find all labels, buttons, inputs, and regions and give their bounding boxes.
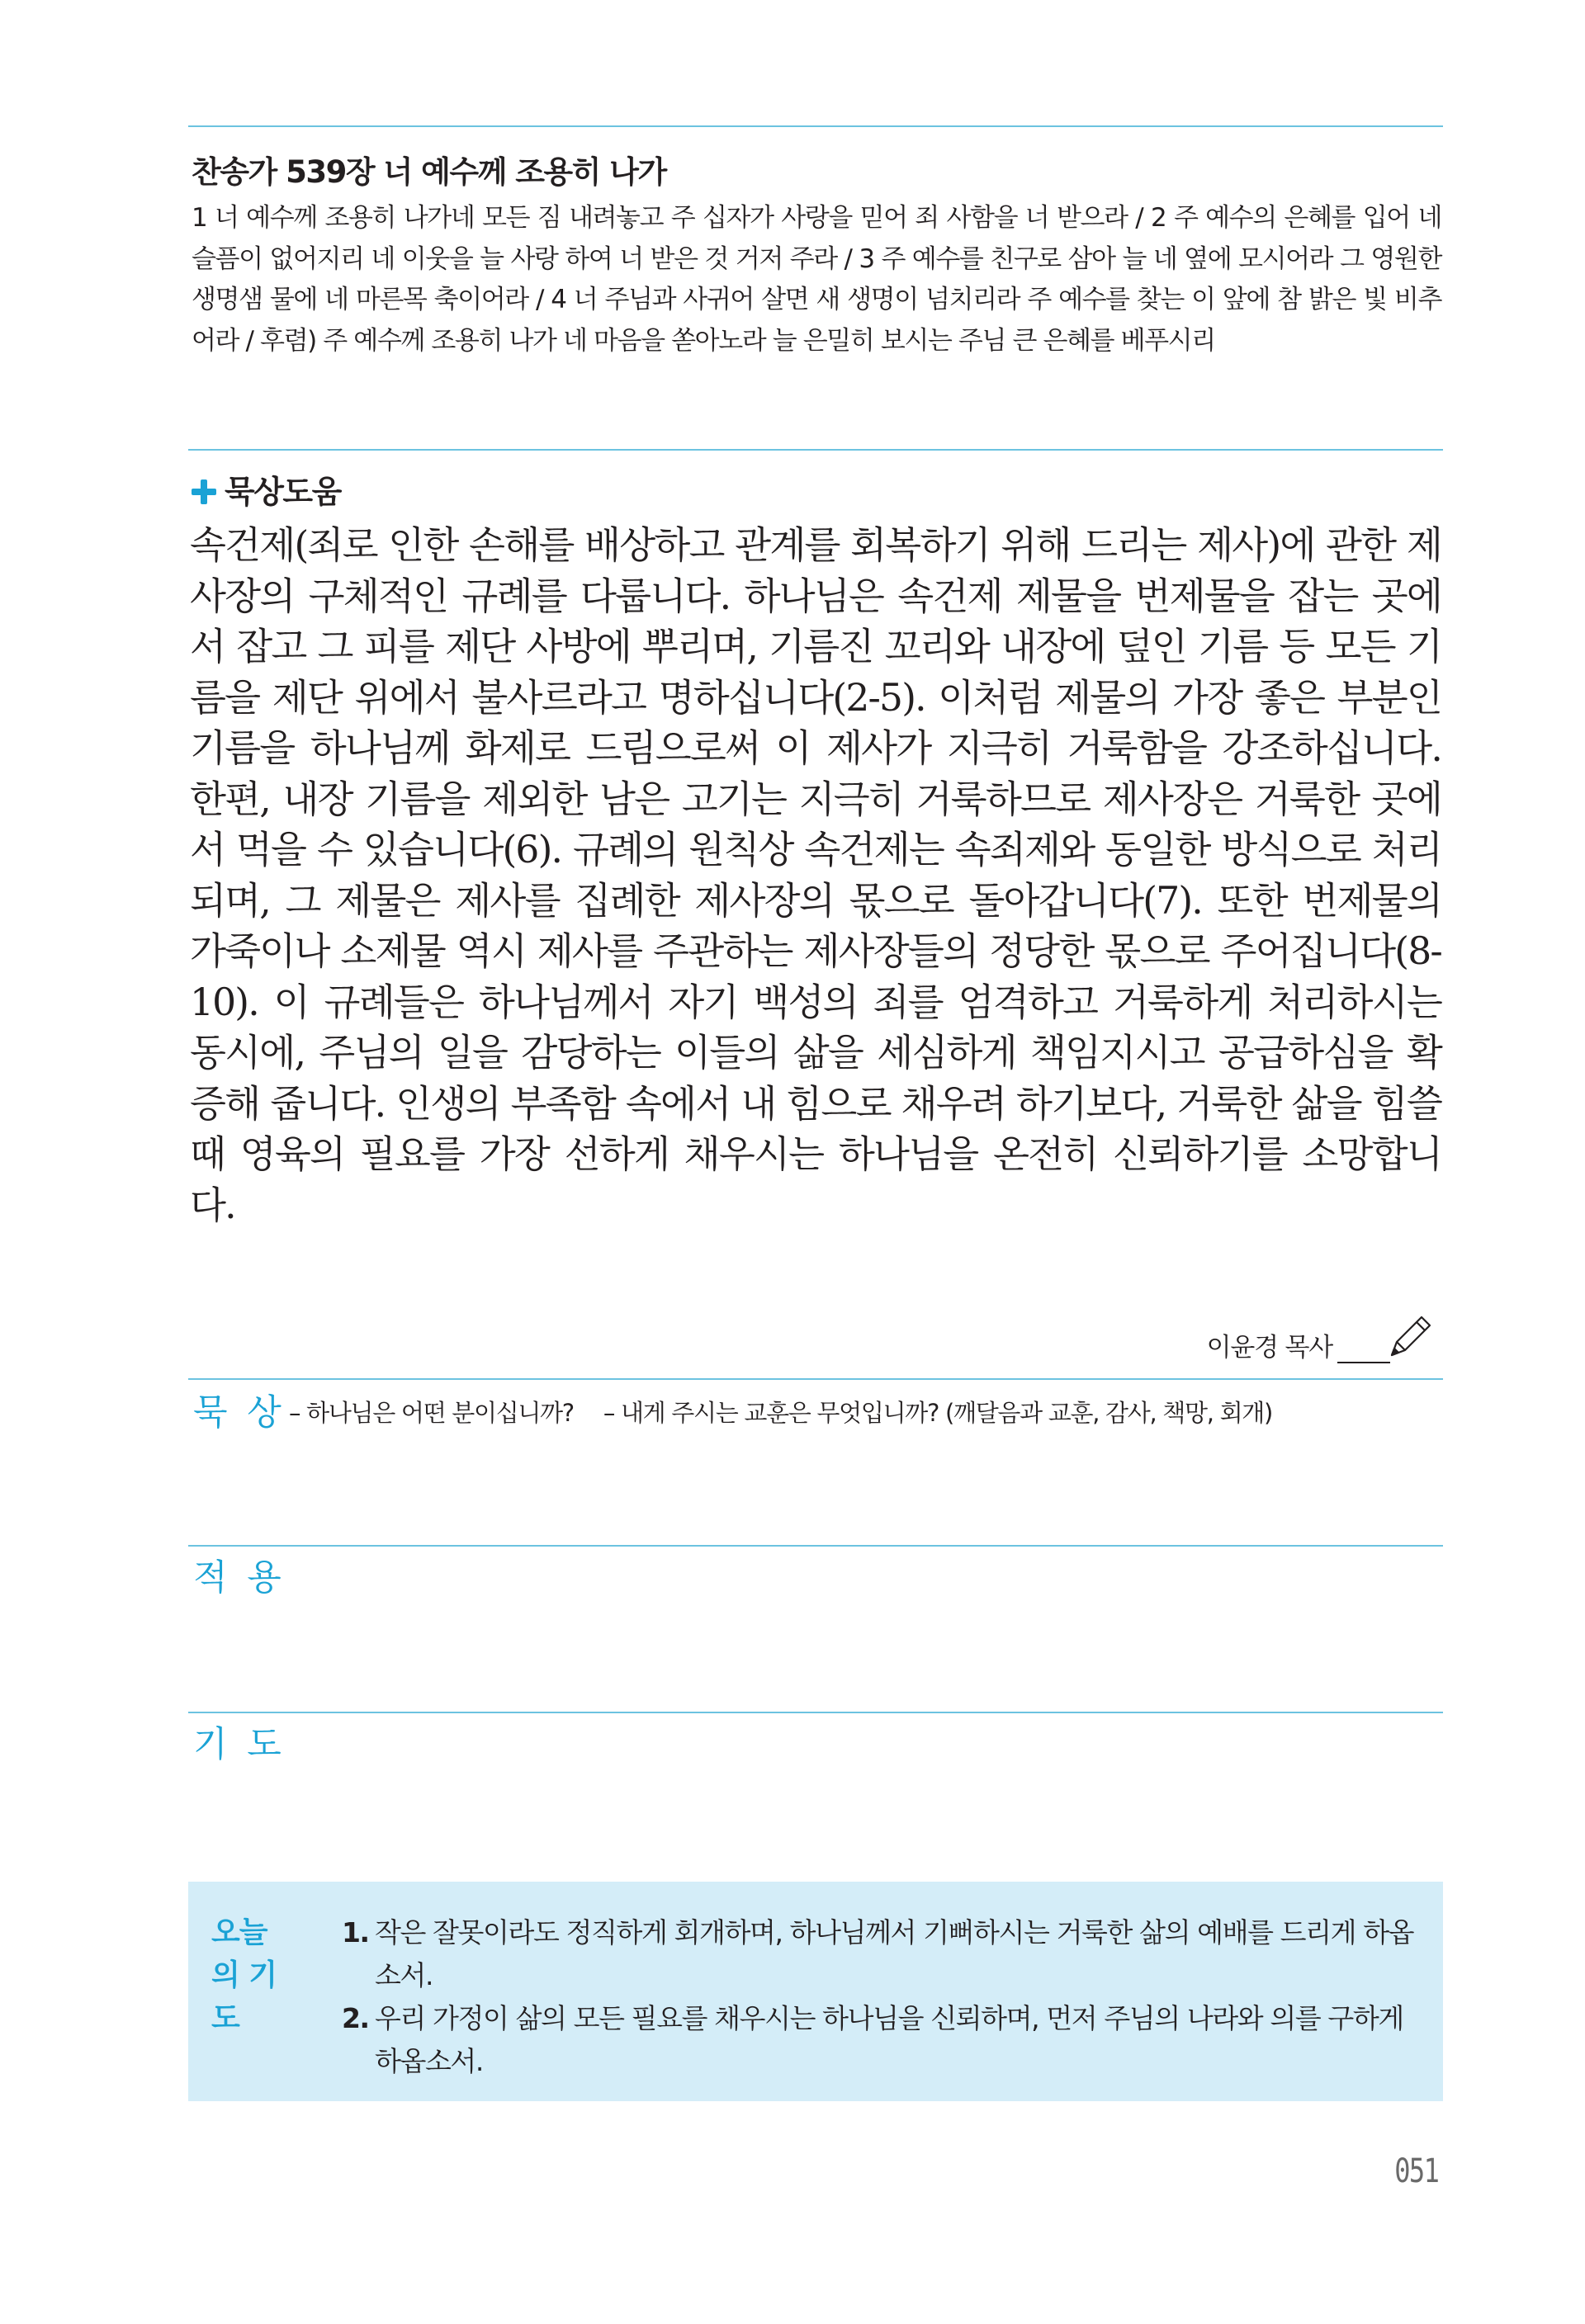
plus-icon — [192, 479, 216, 504]
apply-rule — [188, 1545, 1443, 1547]
hymn-bottom-rule — [188, 449, 1443, 451]
hymn-section — [192, 149, 1441, 361]
meditation-help-heading — [192, 469, 341, 515]
todays-prayer-box — [188, 1882, 1443, 2101]
pray-label: 기 도 — [193, 1724, 286, 1765]
author-signature — [1207, 1311, 1436, 1363]
todays-prayer-list — [342, 1911, 1420, 2083]
top-rule — [188, 125, 1443, 127]
meditate-questions — [289, 1395, 1295, 1429]
meditate-label: 묵 상 — [193, 1392, 286, 1434]
prayer-item-number: 1. — [342, 1916, 369, 1948]
page-number: 051 — [1394, 2152, 1438, 2190]
author-name: 이윤경 목사 — [1206, 1333, 1332, 1363]
pray-rule — [188, 1712, 1443, 1713]
signature-line — [1337, 1337, 1390, 1363]
prayer-item-text: 작은 잘못이라도 정직하게 회개하며, 하나님께서 기뻐하시는 거룩한 삶의 예배를 드리게 하옵소서. — [375, 1916, 1414, 1991]
apply-label: 적 용 — [193, 1557, 286, 1599]
todays-prayer-label: 오늘의 기도 — [211, 1915, 277, 2035]
prayer-item-text: 우리 가정이 삶의 모든 필요를 채우시는 하나님을 신뢰하며, 먼저 주님의 나라와 의를 구하게 하옵소서. — [375, 2002, 1403, 2077]
pencil-icon — [1384, 1311, 1436, 1363]
meditate-rule — [188, 1378, 1443, 1380]
meditation-help-title: 묵상도움 — [225, 474, 341, 510]
meditation-help-body: 속건제(죄로 인한 손해를 배상하고 관계를 회복하기 위해 드리는 제사)에 관한 제사장의 구체적인 규례를 다룹니다. 하나님은 속건제 제물을 번제물을 잡는 곳에서 잡고 그 피를 제단 사방에 뿌리며, 기름진 꼬리와 내장에 덮인 기름 등 모든 기름을 제단 위에서 불사르라고 명하십니다(2-5). 이처럼 제물의 가장 좋은 부분인 기름을 하나님께 화제로 드림으로써 이 제사가 지극히 거룩함을 강조하십니다. 한편, 내장 기름을 제외한 남은 고기는 지극히 거룩하므로 제사장은 거룩한 곳에서 먹을 수 있습니다(6). 규례의 원칙상 속건제는 속죄제와 동일한 방식으로 처리되며, 그 제물은 제사를 집례한 제사장의 몫으로 돌아갑니다(7). 또한 번제물의 가죽이나 소제물 역시 제사를 주관하는 제사장들의 정당한 몫으로 주어집니다(8-10). 이 규례들은 하나님께서 자기 백성의 죄를 엄격하고 거룩하게 처리하시는 동시에, 주님의 일을 감당하는 이들의 삶을 세심하게 책임지시고 공급하심을 확증해 줍니다. 인생의 부족함 속에서 내 힘으로 채우려 하기보다, 거룩한 삶을 힘쓸 때 영육의 필요를 가장 선하게 채우시는 하나님을 온전히 신뢰하기를 소망합니다. — [190, 523, 1441, 1227]
prayer-item — [342, 1997, 1420, 2083]
prayer-item — [342, 1911, 1420, 1997]
hymn-title: 찬송가 539장 너 예수께 조용히 나가 — [192, 154, 666, 190]
meditate-question-1: – 하나님은 어떤 분이십니까? — [289, 1399, 574, 1427]
meditate-question-2: – 내게 주시는 교훈은 무엇입니까? (깨달음과 교훈, 감사, 책망, 회개) — [603, 1399, 1273, 1427]
hymn-lyrics: 1 너 예수께 조용히 나가네 모든 짐 내려놓고 주 십자가 사랑을 믿어 죄 사함을 너 받으라 / 2 주 예수의 은혜를 입어 네 슬픔이 없어지리 네 이웃을 늘 사랑 하여 너 받은 것 거저 주라 / 3 주 예수를 친구로 삼아 늘 네 옆에 모시어라 그 영원한 생명샘 물에 네 마른목 축이어라 / 4 너 주님과 사귀어 살면 새 생명이 넘치리라 주 예수를 찾는 이 앞에 참 밝은 빛 비추어라 / 후렴) 주 예수께 조용히 나가 네 마음을 쏟아노라 늘 은밀히 보시는 주님 큰 은혜를 베푸시리 — [192, 203, 1441, 356]
prayer-item-number: 2. — [342, 2002, 369, 2034]
